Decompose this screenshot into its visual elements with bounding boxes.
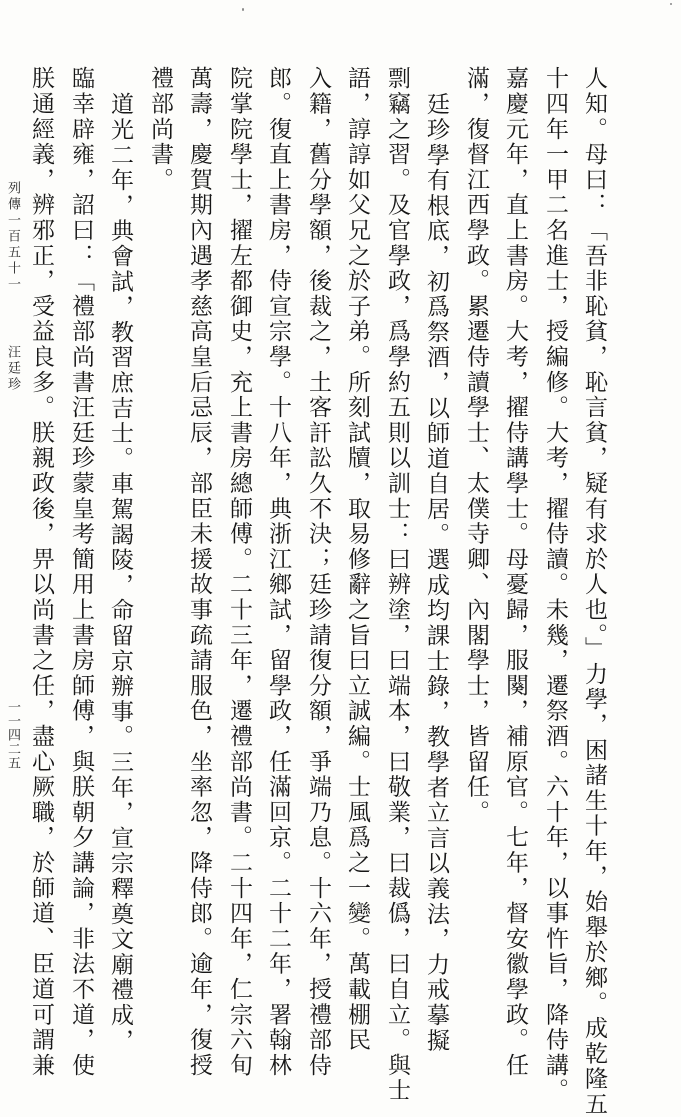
text-column: 剽竊之習。及官學政，爲學約五則以訓士：曰辨塗，曰端本，曰敬業，曰裁僞，曰自立。與士 — [384, 66, 410, 1104]
text-column: 廷珍學有根底，初爲祭酒，以師道自居。選成均課士錄，教學者立言以義法，力戒摹擬 — [423, 92, 449, 1054]
scan-speck — [242, 8, 244, 11]
text-column: 嘉慶元年，直上書房。大考，擢侍講學士。母憂歸，服闋，補原官。七年，督安徽學政。任 — [502, 66, 528, 1078]
text-column: 十四年一甲二名進士，授編修。大考，擢侍讀。未幾，遷祭酒。六十年，以事忤旨，降侍講。 — [542, 66, 568, 1104]
text-column: 臨幸辟雍，詔曰：「禮部尚書汪廷珍蒙皇考簡用上書房師傅，與朕朝夕講論，非法不道，使 — [68, 66, 94, 1078]
text-column: 人知。母曰：「吾非恥貧，恥言貧，疑有求於人也。」力學，困諸生十年，始舉於鄉。成乾隆五 — [581, 66, 607, 1117]
text-column: 院掌院學士，擢左都御史，充上書房總師傅。二十三年，遷禮部尚書。二十四年，仁宗六旬 — [226, 66, 252, 1078]
text-column: 道光二年，典會試，教習庶吉士。車駕謁陵，命留京辦事。三年，宣宗釋奠文廟禮成， — [107, 92, 133, 1054]
page-number: 一一四二五 — [5, 700, 20, 770]
text-column: 語，諄諄如父兄之於子弟。所刻試牘，取易修辭之旨曰立誠編。士風爲之一變。萬載棚民 — [344, 66, 370, 1053]
text-column: 郎。復直上書房，侍宣宗學。十八年，典浙江鄉試，留學政，任滿回京。二十二年，署翰林 — [265, 66, 291, 1078]
running-head-volume: 列傳一百五十一 — [5, 181, 20, 293]
text-column: 入籍，舊分學額，後裁之，土客訐訟久不決；廷珍請復分額，爭端乃息。十六年，授禮部侍 — [305, 66, 331, 1078]
text-column: 萬壽，慶賀期內遇孝慈高皇后忌辰，部臣未援故事疏請服色，坐率忽，降侍郎。逾年，復授 — [186, 66, 212, 1078]
scan-speck — [670, 3, 672, 5]
text-column: 禮部尚書。 — [147, 66, 173, 193]
running-head-subject: 汪廷珍 — [5, 345, 20, 393]
text-column: 朕通經義，辨邪正，受益良多。朕親政後，畀以尚書之任，盡心厥職，於師道、臣道可謂兼 — [28, 66, 54, 1078]
text-column: 滿，復督江西學政。累遷侍讀學士、太僕寺卿、內閣學士，皆留任。 — [463, 66, 489, 825]
